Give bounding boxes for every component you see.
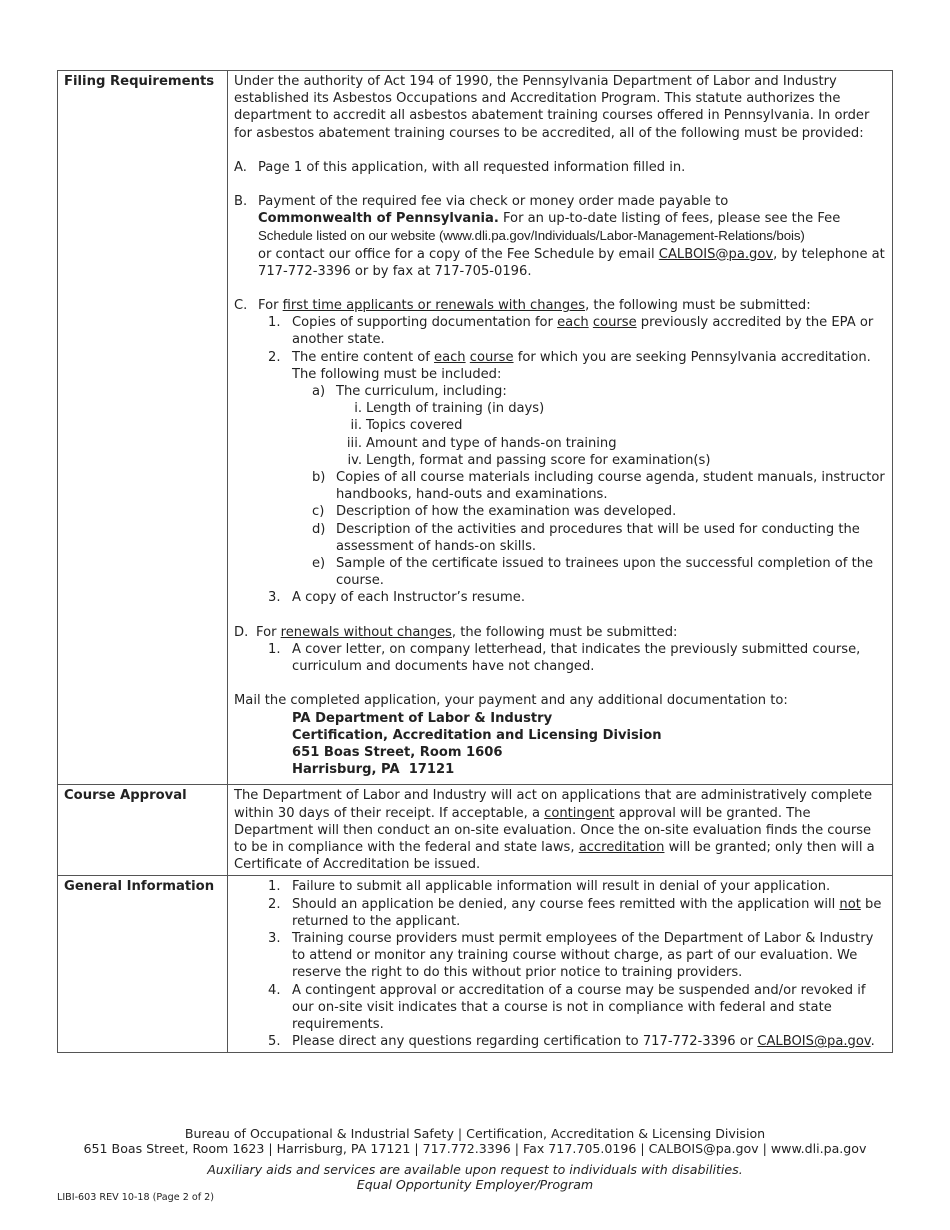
address-line-3: 651 Boas Street, Room 1606	[292, 744, 503, 760]
address-line-2: Certification, Accreditation and Licensing Division	[292, 727, 662, 743]
filing-requirements-heading: Filing Requirements	[58, 71, 228, 785]
general-item-1: 1. Failure to submit all applicable information will result in denial of your application.	[268, 879, 831, 895]
course-approval-heading: Course Approval	[58, 785, 228, 876]
item-b-text	[258, 193, 887, 280]
email-link[interactable]: CALBOIS@pa.gov	[658, 246, 774, 262]
item-d-label: D.	[234, 624, 249, 640]
footer-eoe: Equal Opportunity Employer/Program	[356, 1177, 594, 1192]
footer-accessibility: Auxiliary aids and services are available upon request to individuals with disabilities.	[207, 1162, 743, 1177]
contingent-text: contingent	[544, 805, 615, 821]
general-list	[234, 878, 887, 1050]
filing-requirements-row	[58, 71, 893, 785]
footer-contact: 651 Boas Street, Room 1623 | Harrisburg, PA 17121 | 717.772.3396 | Fax 717.705.0196 | CALBOIS@pa.gov | www.dli.pa.gov	[83, 1141, 867, 1156]
mail-intro: Mail the completed application, your payment and any additional documentation to:	[234, 693, 788, 709]
fee-schedule-url-text: Schedule listed on our website (www.dli.pa.gov/Individuals/Labor-Management-Relations/bois)	[258, 228, 805, 244]
item-d1: 1. A cover letter, on company letterhead, that indicates the previously submitted course, curriculum and documents have not changed.	[268, 641, 861, 675]
mailing-address	[234, 710, 887, 779]
general-information-content	[228, 876, 893, 1053]
item-c2d: d) Description of the activities and procedures that will be used for conducting the assessment of hands-on skills.	[312, 521, 860, 554]
item-c2a: a) The curriculum, including:	[312, 384, 507, 400]
fee-payment-text: Payment of the required fee via check or money order made payable to	[258, 194, 729, 210]
item-c2-sublist	[268, 383, 887, 589]
email-link[interactable]: CALBOIS@pa.gov	[757, 1034, 871, 1050]
address-line-4: Harrisburg, PA 17121	[292, 762, 455, 778]
item-a-text: Page 1 of this application, with all requested information filled in.	[258, 159, 686, 175]
filing-intro: Under the authority of Act 194 of 1990, the Pennsylvania Department of Labor and Industry established its Asbestos Occupations and Accreditation Program. This statute authorizes the department to accredit all asbestos abatement training courses offered in Pennsylvania. In order for asbestos abatement training courses to be accredited, all of the following must be provided:	[234, 74, 870, 141]
phone-fax-text: , by telephone at 717-772-3396 or by fax at 717-705-0196.	[258, 246, 885, 279]
curriculum-iii: iii. Amount and type of hands-on training	[346, 435, 617, 451]
item-c2: 2. The entire content of each course for which you are seeking Pennsylvania accreditation. The following must be included:	[268, 349, 871, 382]
general-item-2: 2. Should an application be denied, any course fees remitted with the application will not be returned to the applicant.	[268, 896, 882, 929]
item-c2c: c) Description of how the examination was developed.	[312, 504, 677, 520]
curriculum-iv: iv. Length, format and passing score for examination(s)	[347, 452, 711, 468]
item-d	[234, 624, 887, 641]
curriculum-i: i. Length of training (in days)	[354, 401, 545, 417]
item-a-label: A.	[234, 159, 247, 175]
address-line-1: PA Department of Labor & Industry	[292, 710, 553, 726]
item-c-text: For first time applicants or renewals with changes, the following must be submitted:	[258, 298, 811, 314]
filing-requirements-content	[228, 71, 893, 785]
item-a	[234, 159, 887, 176]
curriculum-sublist	[312, 400, 887, 469]
general-information-row	[58, 876, 893, 1053]
general-item-4: 4. A contingent approval or accreditation of a course may be suspended and/or revoked if our on-site visit indicates that a course is not in compliance with federal and state requirements.	[268, 982, 866, 1032]
item-b-label: B.	[234, 194, 248, 210]
item-c1: 1. Copies of supporting documentation for each course previously accredited by the EPA or another state.	[268, 315, 874, 348]
general-item-3: 3. Training course providers must permit employees of the Department of Labor & Industry to attend or monitor any training course without charge, as part of our evaluation. We reserve the right to do this without prior notice to training providers.	[268, 930, 874, 981]
item-c2b: b) Copies of all course materials including course agenda, student manuals, instructor handbooks, hand-outs and examinations.	[312, 470, 885, 503]
course-approval-content: The Department of Labor and Industry will act on applications that are administratively complete within 30 days of their receipt. If acceptable, a contingent approval will be granted. The Department will then conduct an on-site evaluation. Once the on-site evaluation finds the course to be in compliance with the federal and state laws, accreditation will be granted; only then will a Certificate of Accreditation be issued.	[228, 785, 893, 876]
accreditation-text: accreditation	[578, 839, 665, 855]
item-c-label: C.	[234, 298, 248, 314]
contact-text: or contact our office for a copy of the Fee Schedule by email	[258, 246, 659, 262]
general-information-heading: General Information	[58, 876, 228, 1053]
item-c2e: e) Sample of the certificate issued to trainees upon the successful completion of the course.	[312, 556, 874, 589]
course-approval-row	[58, 785, 893, 876]
requirements-table	[57, 70, 893, 1053]
item-c-sublist	[234, 314, 887, 606]
item-d-text: For renewals without changes, the following must be submitted:	[256, 624, 678, 640]
first-time-applicants-text: first time applicants or renewals with changes	[282, 298, 586, 314]
curriculum-ii: ii. Topics covered	[350, 418, 463, 434]
fee-listing-text: For an up-to-date listing of fees, please see the Fee	[498, 211, 841, 227]
item-c3: 3. A copy of each Instructor’s resume.	[268, 590, 525, 606]
footer-bureau: Bureau of Occupational & Industrial Safety | Certification, Accreditation & Licensing Division	[184, 1126, 766, 1141]
item-c	[234, 297, 887, 314]
item-d-sublist	[234, 641, 887, 675]
item-b	[234, 193, 887, 280]
form-id: LIBI-603 REV 10-18 (Page 2 of 2)	[57, 1192, 214, 1203]
renewals-text: renewals without changes	[280, 624, 452, 640]
payee-name: Commonwealth of Pennsylvania.	[258, 211, 499, 227]
general-item-5: 5. Please direct any questions regarding certification to 717-772-3396 or CALBOIS@pa.gov.	[268, 1034, 875, 1050]
